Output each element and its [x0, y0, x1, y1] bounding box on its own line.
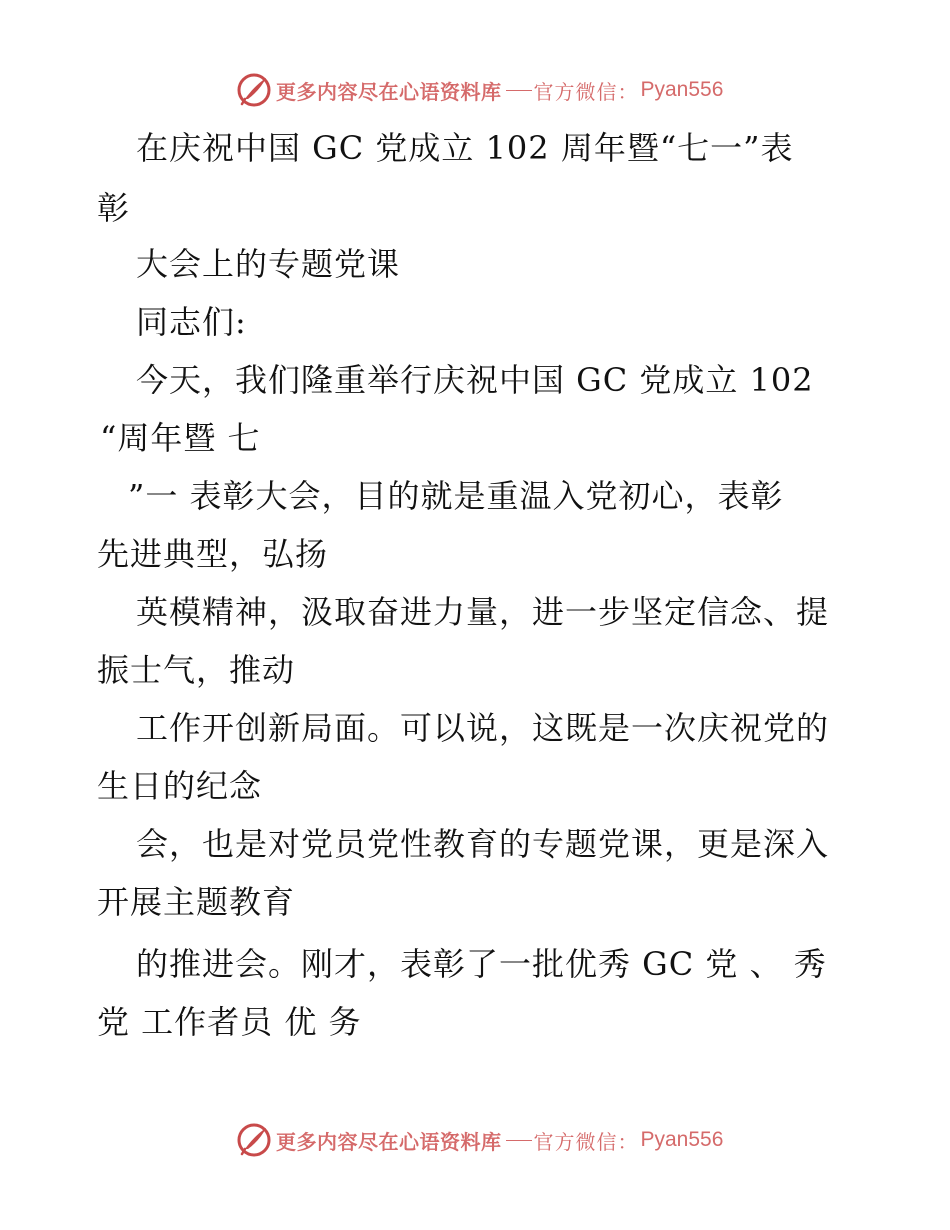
paragraph-line: 的推进会。刚才，表彰了一批优秀 GC 党 、 秀: [136, 945, 827, 983]
document-salutation: 同志们:: [136, 303, 247, 341]
watermark-dash: [506, 1140, 532, 1141]
paragraph-line: 党 工作者员 优 务: [97, 1003, 362, 1041]
watermark-wechat-label: 官方微信：: [533, 1129, 639, 1154]
quill-pen-logo-icon: [236, 1122, 272, 1158]
watermark-wechat-label: 官方微信：: [533, 79, 639, 104]
paragraph-line: 生日的纪念: [97, 767, 263, 805]
paragraph-line: 今天，我们隆重举行庆祝中国 GC 党成立 102: [136, 361, 814, 399]
document-title-line-1: 在庆祝中国 GC 党成立 102 周年暨“七一”表: [136, 129, 794, 167]
document-title-line-2: 彰: [97, 189, 131, 227]
document-title-line-3: 大会上的专题党课: [136, 245, 401, 283]
paragraph-line: 开展主题教育: [97, 883, 296, 921]
paragraph-line: ”一 表彰大会，目的就是重温入党初心，表彰: [128, 477, 784, 515]
paragraph-line: 工作开创新局面。可以说，这既是一次庆祝党的: [136, 709, 830, 747]
header-watermark: [236, 72, 723, 108]
footer-watermark: [236, 1122, 723, 1158]
watermark-text: 更多内容尽在心语资料库: [276, 1129, 502, 1154]
watermark-dash: [506, 90, 532, 91]
paragraph-line: 振士气，推动: [97, 651, 296, 689]
paragraph-line: 英模精神，汲取奋进力量，进一步坚定信念、提: [136, 593, 830, 631]
paragraph-line: 会，也是对党员党性教育的专题党课，更是深入: [136, 825, 830, 863]
watermark-wechat-id: Pyan556: [640, 1128, 724, 1151]
paragraph-line: “周年暨 七: [100, 419, 261, 457]
quill-pen-logo-icon: [236, 72, 272, 108]
watermark-wechat-id: Pyan556: [640, 78, 724, 101]
watermark-text: 更多内容尽在心语资料库: [276, 79, 502, 104]
paragraph-line: 先进典型，弘扬: [97, 535, 329, 573]
